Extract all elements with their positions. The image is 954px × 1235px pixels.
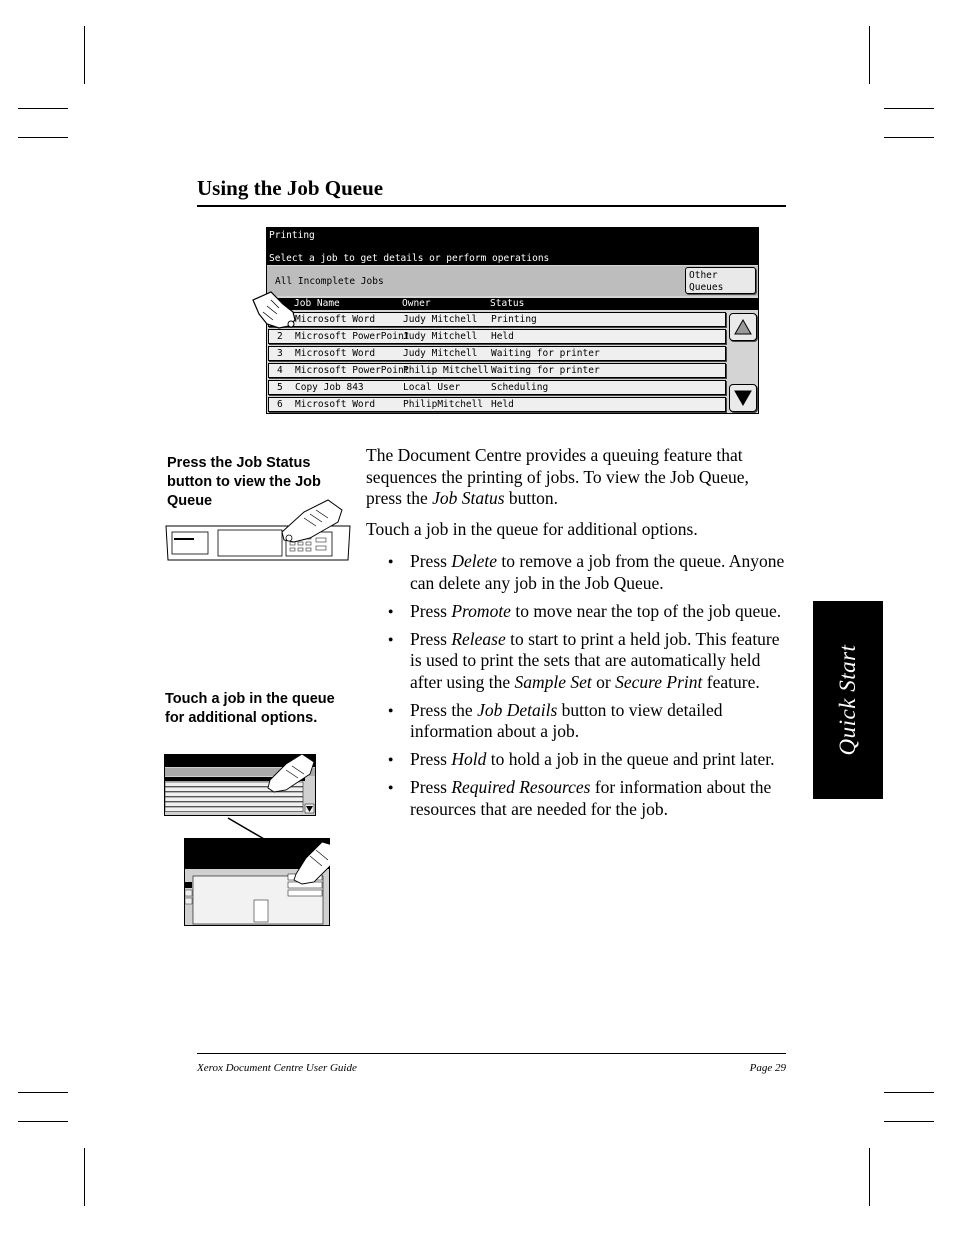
job-owner: Local User	[403, 382, 461, 393]
bullet-text: Press	[410, 628, 452, 649]
job-row[interactable]	[268, 380, 726, 395]
other-queues-button[interactable]	[685, 267, 756, 294]
job-owner: PhilipMitchell	[403, 399, 484, 410]
column-header	[267, 298, 758, 310]
bullet-term: Promote	[451, 600, 511, 621]
list-item	[366, 777, 786, 820]
bullet-term: Required Resources	[451, 777, 591, 797]
bullet-text: or	[591, 671, 616, 692]
job-status: Printing	[491, 314, 537, 325]
options-list	[366, 551, 786, 827]
other-queues-label-2: Queues	[689, 282, 724, 293]
scroll-down-button[interactable]	[729, 384, 757, 412]
job-name: Microsoft PowerPoint	[295, 331, 410, 342]
bullet-text: Press	[410, 777, 452, 797]
bullet-text: Press	[410, 551, 452, 571]
pointing-hand-icon	[249, 290, 309, 340]
job-number: 6	[277, 399, 283, 410]
crop-mark	[18, 1121, 68, 1122]
job-number: 2	[277, 331, 283, 342]
bullet-text: feature.	[702, 671, 760, 692]
crop-mark	[869, 26, 870, 84]
job-row[interactable]	[268, 346, 726, 361]
bullet-term: Release	[451, 628, 506, 649]
job-owner: Judy Mitchell	[403, 348, 478, 359]
bullet-text: to hold a job in the queue and print later.	[486, 749, 775, 769]
queue-label: All Incomplete Jobs	[275, 276, 384, 287]
title-rule	[197, 205, 786, 207]
job-owner: Judy Mitchell	[403, 331, 478, 342]
job-row[interactable]	[268, 397, 726, 412]
crop-mark	[884, 137, 934, 138]
job-row[interactable]	[268, 329, 726, 344]
caption-job-status: Press the Job Status button to view the Job Queue	[167, 455, 321, 509]
job-name: Microsoft Word	[295, 348, 376, 359]
bullet-text: Press the	[410, 699, 478, 720]
crop-mark	[18, 1092, 68, 1093]
quick-start-tab	[813, 601, 883, 799]
job-name: Microsoft Word	[295, 399, 376, 410]
crop-mark	[84, 1148, 85, 1206]
job-name: Microsoft PowerPoint	[295, 365, 410, 376]
touch-paragraph: Touch a job in the queue for additional options.	[366, 519, 698, 539]
job-status: Held	[491, 331, 514, 342]
footer-guide-title: Xerox Document Centre User Guide	[197, 1062, 357, 1074]
job-name: Microsoft Word	[295, 314, 376, 325]
job-row[interactable]	[268, 363, 726, 378]
crop-mark	[18, 108, 68, 109]
intro-text: The Document Centre provides a queuing feature that sequences the printing of jobs. To view the Job Queue, press the	[366, 445, 749, 508]
bullet-text: to move near the top of the job queue.	[510, 600, 782, 621]
control-panel-illustration	[164, 498, 354, 564]
list-item	[366, 601, 786, 623]
bullet-term: Delete	[451, 551, 497, 571]
list-item	[366, 551, 786, 594]
scroll-up-button[interactable]	[729, 313, 757, 341]
bullet-text: Press	[410, 749, 452, 769]
job-status: Waiting for printer	[491, 348, 600, 359]
job-status: Scheduling	[491, 382, 549, 393]
triangle-down-icon	[733, 388, 753, 408]
col-owner: Owner	[402, 298, 431, 309]
intro-text-end: button.	[504, 488, 559, 508]
job-number: 3	[277, 348, 283, 359]
job-row[interactable]	[268, 312, 726, 327]
bullet-text: to remove a job from the queue. Anyone can delete any job in the Job Queue.	[410, 551, 785, 593]
screen-title: Printing	[269, 230, 315, 241]
side-tab-label: Quick Start	[835, 644, 860, 756]
job-status: Waiting for printer	[491, 365, 600, 376]
bullet-text: for information about the resources that are needed for the job.	[410, 777, 772, 819]
crop-mark	[84, 26, 85, 84]
job-number: 5	[277, 382, 283, 393]
col-job-name: Job Name	[294, 298, 340, 309]
bullet-term: Sample Set	[514, 671, 592, 692]
bullet-term: Job Details	[477, 699, 558, 720]
bullet-text: button to view detailed information about a job.	[410, 699, 723, 741]
crop-mark	[884, 1121, 934, 1122]
bullet-term: Hold	[451, 749, 487, 769]
section-title: Using the Job Queue	[197, 176, 384, 200]
caption-touch-job: Touch a job in the queue for additional options.	[165, 691, 335, 726]
crop-mark	[18, 137, 68, 138]
list-item	[366, 629, 786, 694]
bullet-term: Secure Print	[615, 671, 703, 692]
bullet-text: to start to print a held job. This feature is used to print the sets that are automatically held after using the	[410, 628, 780, 692]
job-status: Held	[491, 399, 514, 410]
intro-paragraph	[366, 445, 786, 510]
job-name: Copy Job 843	[295, 382, 364, 393]
other-queues-label-1: Other	[689, 270, 718, 281]
list-item	[366, 749, 786, 771]
screen-instruction: Select a job to get details or perform operations	[269, 253, 550, 264]
crop-mark	[884, 108, 934, 109]
triangle-up-icon	[733, 317, 753, 337]
job-queue-screen	[266, 227, 759, 414]
job-owner: Judy Mitchell	[403, 314, 478, 325]
crop-mark	[869, 1148, 870, 1206]
job-number: 4	[277, 365, 283, 376]
job-owner: Philip Mitchell	[403, 365, 489, 376]
queue-bar	[267, 266, 758, 296]
mini-queue-screen	[164, 754, 316, 816]
crop-mark	[884, 1092, 934, 1093]
footer-rule	[197, 1053, 786, 1054]
col-status: Status	[490, 298, 525, 309]
mini-job-details-screen	[184, 838, 330, 926]
job-status-term: Job Status	[432, 488, 505, 508]
bullet-text: Press	[410, 600, 452, 621]
footer-page-number: Page 29	[749, 1062, 786, 1074]
list-item	[366, 700, 786, 743]
screen-header	[267, 228, 758, 265]
